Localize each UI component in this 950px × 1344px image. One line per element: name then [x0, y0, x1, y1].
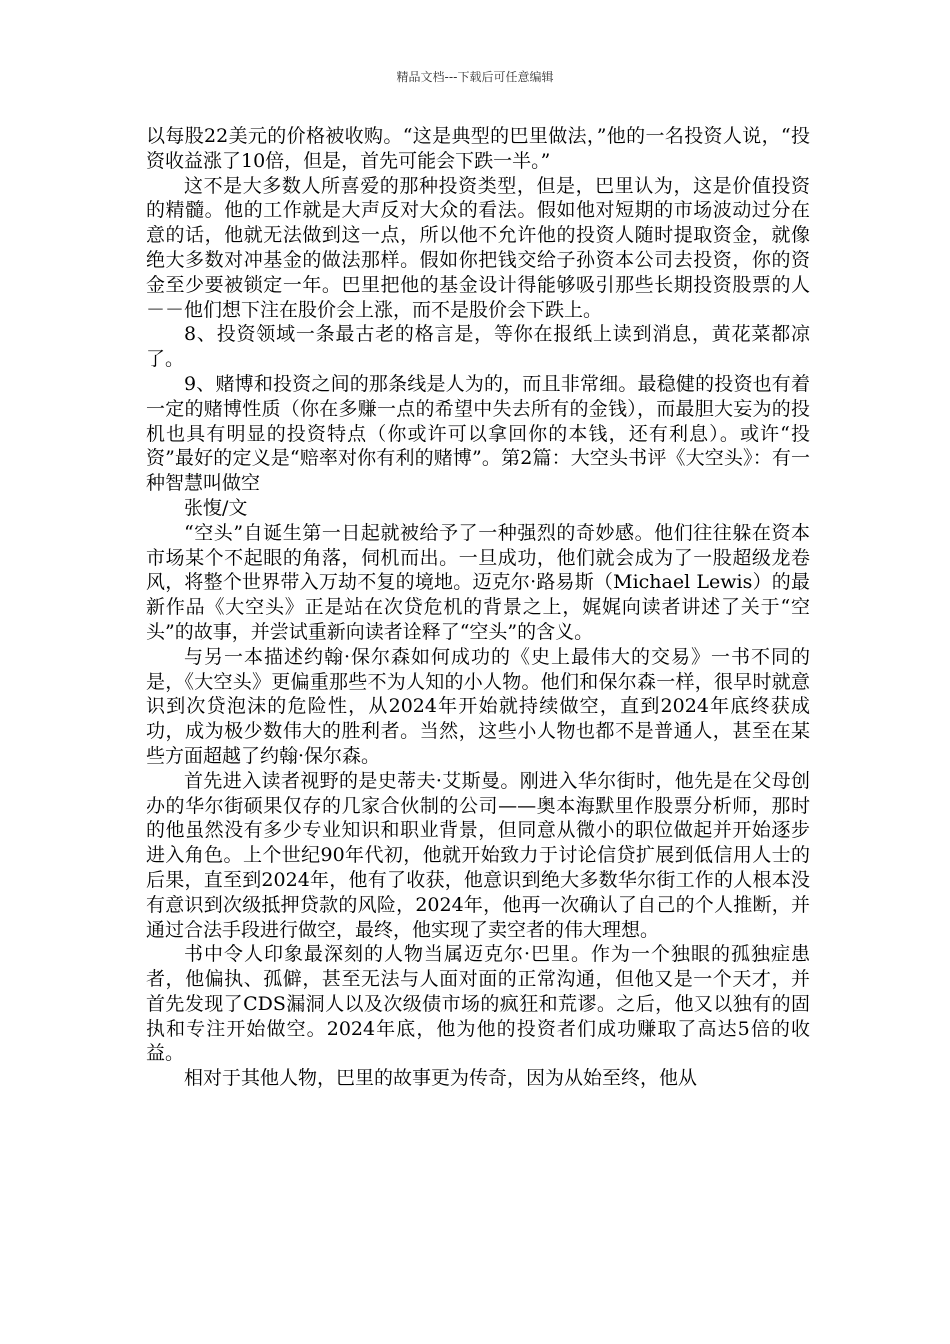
paragraph: 以每股22美元的价格被收购。“这是典型的巴里做法，”他的一名投资人说，“投资收益涨了10倍，但是，首先可能会下跌一半。”	[146, 125, 810, 172]
paragraph: 首先进入读者视野的是史蒂夫·艾斯曼。刚进入华尔街时，他先是在父母创办的华尔街硕果仅存的几家合伙制的公司——奥本海默里作股票分析师，那时的他虽然没有多少专业知识和职业背景，但同意从微小的职位做起并开始逐步进入角色。上个世纪90年代初，他就开始致力于讨论信贷扩展到低信用人士的后果，直至到2024年，他有了收获，他意识到绝大多数华尔街工作的人根本没有意识到次级抵押贷款的风险，2024年，他再一次确认了自己的个人推断，并通过合法手段进行做空，最终，他实现了卖空者的伟大理想。	[146, 769, 810, 941]
document-body	[146, 124, 810, 1091]
paragraph: 8、投资领域一条最古老的格言是，等你在报纸上读到消息，黄花菜都凉了。	[146, 323, 810, 371]
author-byline: 张愎/文	[184, 496, 248, 519]
page-header: 精品文档---下载后可任意编辑	[396, 70, 554, 84]
paragraph: “空头”自诞生第一日起就被给予了一种强烈的奇妙感。他们往往躲在资本市场某个不起眼的角落，伺机而出。一旦成功，他们就会成为了一股超级龙卷风，将整个世界带入万劫不复的境地。迈克尔·路易斯（Michael Lewis）的最新作品《大空头》正是站在次贷危机的背景之上，娓娓向读者讲述了关于“空头”的故事，并尝试重新向读者诠释了“空头”的含义。	[146, 521, 810, 643]
paragraph: 书中令人印象最深刻的人物当属迈克尔·巴里。作为一个独眼的孤独症患者，他偏执、孤僻，甚至无法与人面对面的正常沟通，但他又是一个天才，并首先发现了CDS漏洞人以及次级债市场的疯狂和荒谬。之后，他又以独有的固执和专注开始做空。2024年底，他为他的投资者们成功赚取了高达5倍的收益。	[146, 943, 810, 1065]
paragraph: 9、赌博和投资之间的那条线是人为的，而且非常细。最稳健的投资也有着一定的赌博性质（你在多赚一点的希望中失去所有的金钱），而最胆大妄为的投机也具有明显的投资特点（你或许可以拿回你的本钱，还有利息）。或许“投资”最好的定义是“赔率对你有利的赌博”。第2篇：大空头书评《大空头》：有一种智慧叫做空	[146, 372, 810, 495]
paragraph: 与另一本描述约翰·保尔森如何成功的《史上最伟大的交易》一书不同的是，《大空头》更偏重那些不为人知的小人物。他们和保尔森一样，很早时就意识到次贷泡沫的危险性，从2024年开始就持续做空，直到2024年底终获成功，成为极少数伟大的胜利者。当然，这些小人物也都不是普通人，甚至在某些方面超越了约翰·保尔森。	[146, 645, 810, 767]
paragraph: 相对于其他人物，巴里的故事更为传奇，因为从始至终，他从	[184, 1067, 698, 1090]
paragraph: 这不是大多数人所喜爱的那种投资类型，但是，巴里认为，这是价值投资的精髓。他的工作就是大声反对大众的看法。假如他对短期的市场波动过分在意的话，他就无法做到这一点，所以他不允许他的投资人随时提取资金，就像绝大多数对冲基金的做法那样。假如你把钱交给子孙资本公司去投资，你的资金至少要被锁定一年。巴里把他的基金设计得能够吸引那些长期投资股票的人－－他们想下注在股价会上涨，而不是股价会下跌上。	[146, 174, 810, 321]
